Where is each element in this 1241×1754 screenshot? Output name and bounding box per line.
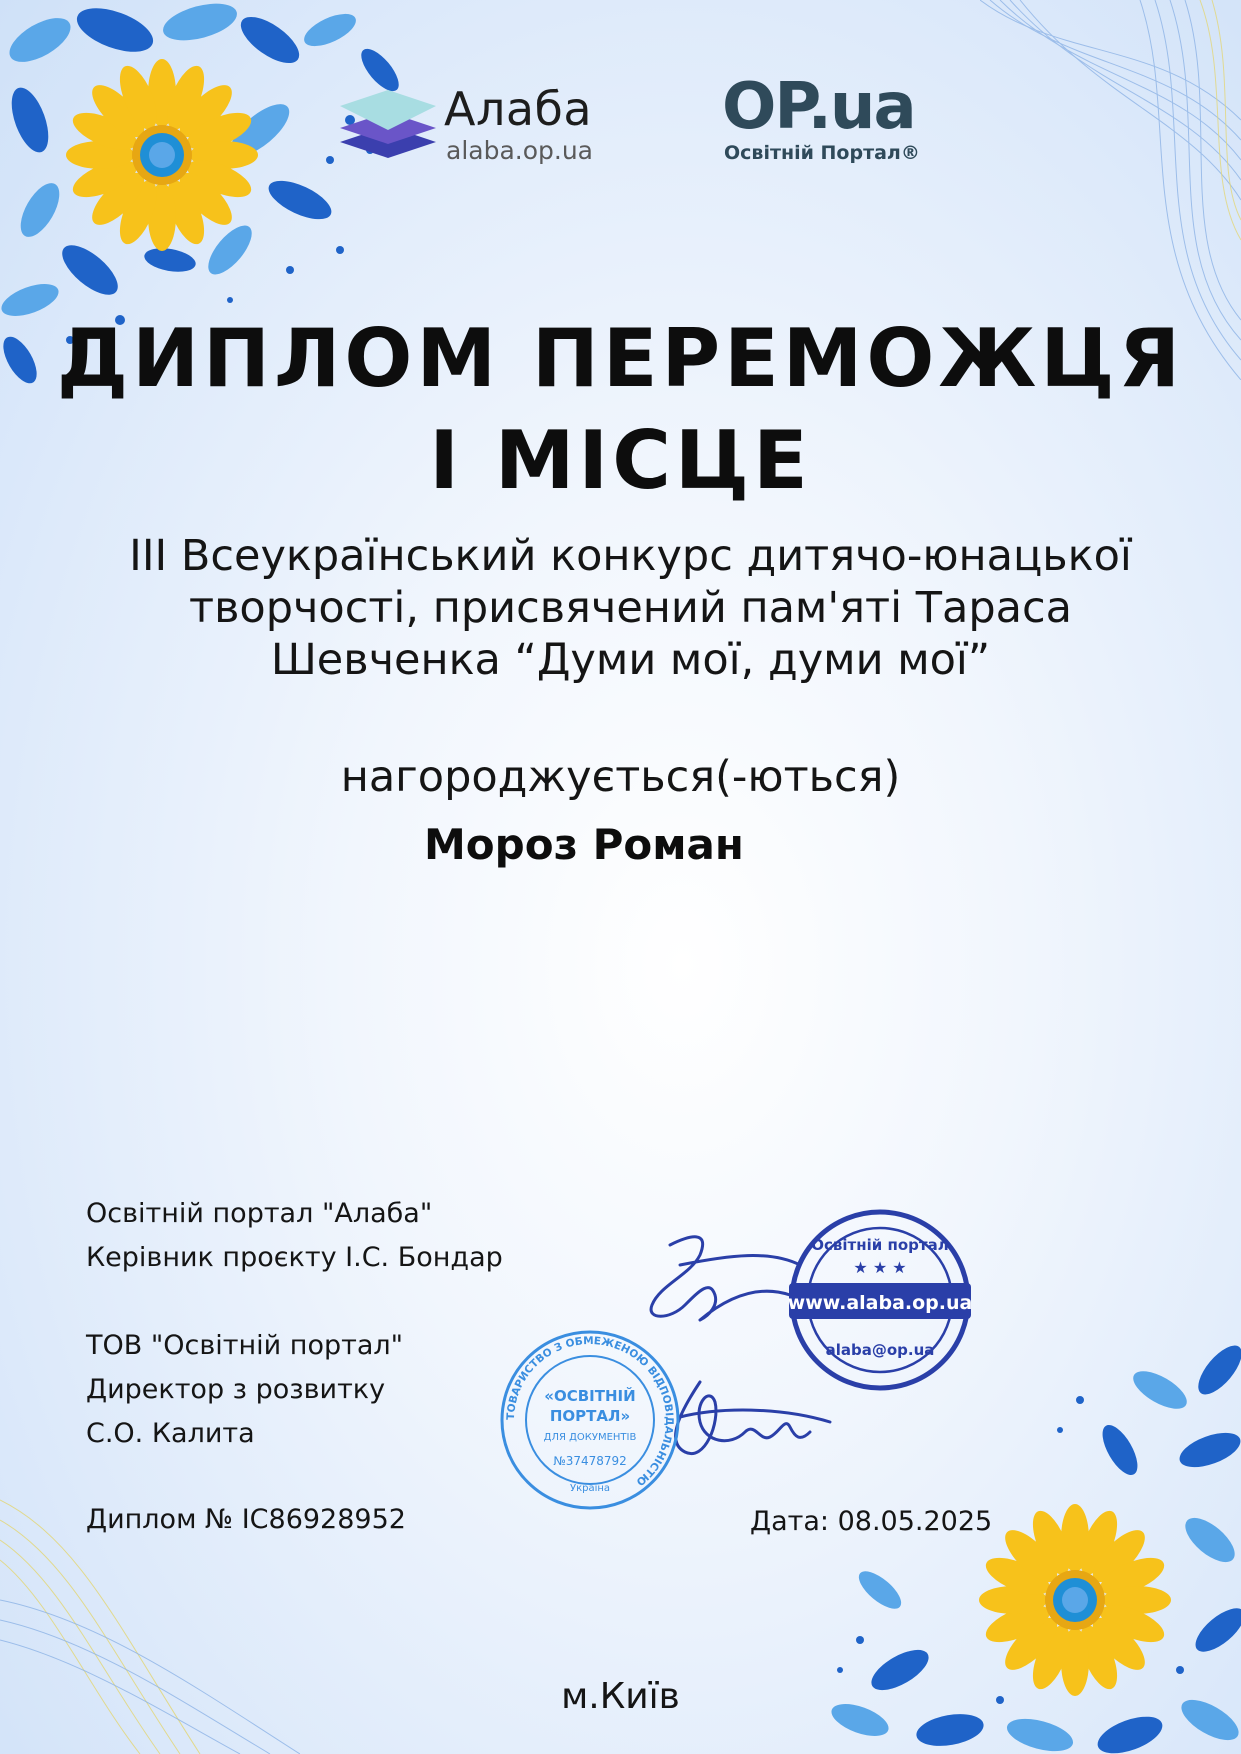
city-name: м.Київ xyxy=(561,1676,680,1717)
op-stamp-center-1: «ОСВІТНІЙ xyxy=(544,1387,636,1405)
svg-text:★ ★ ★: ★ ★ ★ xyxy=(853,1258,907,1277)
alaba-stamp-url: www.alaba.op.ua xyxy=(787,1292,973,1314)
alaba-layers-icon xyxy=(340,86,436,162)
op-stamp-ring: ТОВАРИСТВО З ОБМЕЖЕНОЮ ВІДПОВІДАЛЬНІСТЮ xyxy=(504,1334,676,1488)
signatory-org-1: Освітній портал "Алаба" xyxy=(86,1198,433,1229)
signatory-block-alaba xyxy=(86,1192,503,1280)
signatory-person-1: Керівник проєкту І.С. Бондар xyxy=(86,1242,503,1273)
diploma-date xyxy=(750,1500,992,1544)
alaba-brand-url: alaba.op.ua xyxy=(446,136,593,165)
diploma-place: І МІСЦЕ xyxy=(429,414,812,507)
op-ua-brand-subtitle: Освітній Портал® xyxy=(724,142,920,164)
signatory-person-2: С.О. Калита xyxy=(86,1418,255,1449)
alaba-stamp-bottom: alaba@op.ua xyxy=(825,1341,935,1359)
alaba-logo xyxy=(340,80,630,170)
alaba-stamp xyxy=(785,1205,975,1395)
diploma-number-label: Диплом № xyxy=(86,1504,234,1535)
contest-description xyxy=(60,530,1201,686)
signatory-block-op xyxy=(86,1324,403,1456)
diploma-number xyxy=(86,1498,406,1542)
op-stamp-center-2: ПОРТАЛ» xyxy=(549,1407,631,1425)
op-ua-logo xyxy=(718,70,938,170)
date-value: 08.05.2025 xyxy=(837,1506,993,1537)
awarded-phrase: нагороджується(-ються) xyxy=(340,752,901,802)
op-stamp-code: №37478792 xyxy=(553,1454,627,1468)
contest-line-2: творчості, присвячений пам'яті Тараса xyxy=(189,583,1072,633)
op-stamp xyxy=(495,1325,685,1515)
alaba-brand-name: Алаба xyxy=(444,82,593,136)
signatory-org-2: ТОВ "Освітній портал" xyxy=(86,1330,404,1361)
op-stamp-bottom: Україна xyxy=(569,1483,611,1494)
op-ua-brand-name: OP.ua xyxy=(722,70,915,144)
signatory-position-2: Директор з розвитку xyxy=(86,1374,386,1405)
date-label: Дата: xyxy=(750,1506,830,1537)
recipient-name: Мороз Роман xyxy=(424,820,744,869)
diploma-number-value: IC86928952 xyxy=(241,1504,406,1535)
contest-line-1: ІІІ Всеукраїнський конкурс дитячо-юнацької xyxy=(129,531,1132,581)
contest-line-3: Шевченка “Думи мої, думи мої” xyxy=(270,635,991,685)
op-stamp-center-3: ДЛЯ ДОКУМЕНТІВ xyxy=(543,1432,637,1443)
alaba-stamp-top: Освітній портал xyxy=(811,1236,949,1254)
diploma-title: ДИПЛОМ ПЕРЕМОЖЦЯ xyxy=(56,312,1185,405)
